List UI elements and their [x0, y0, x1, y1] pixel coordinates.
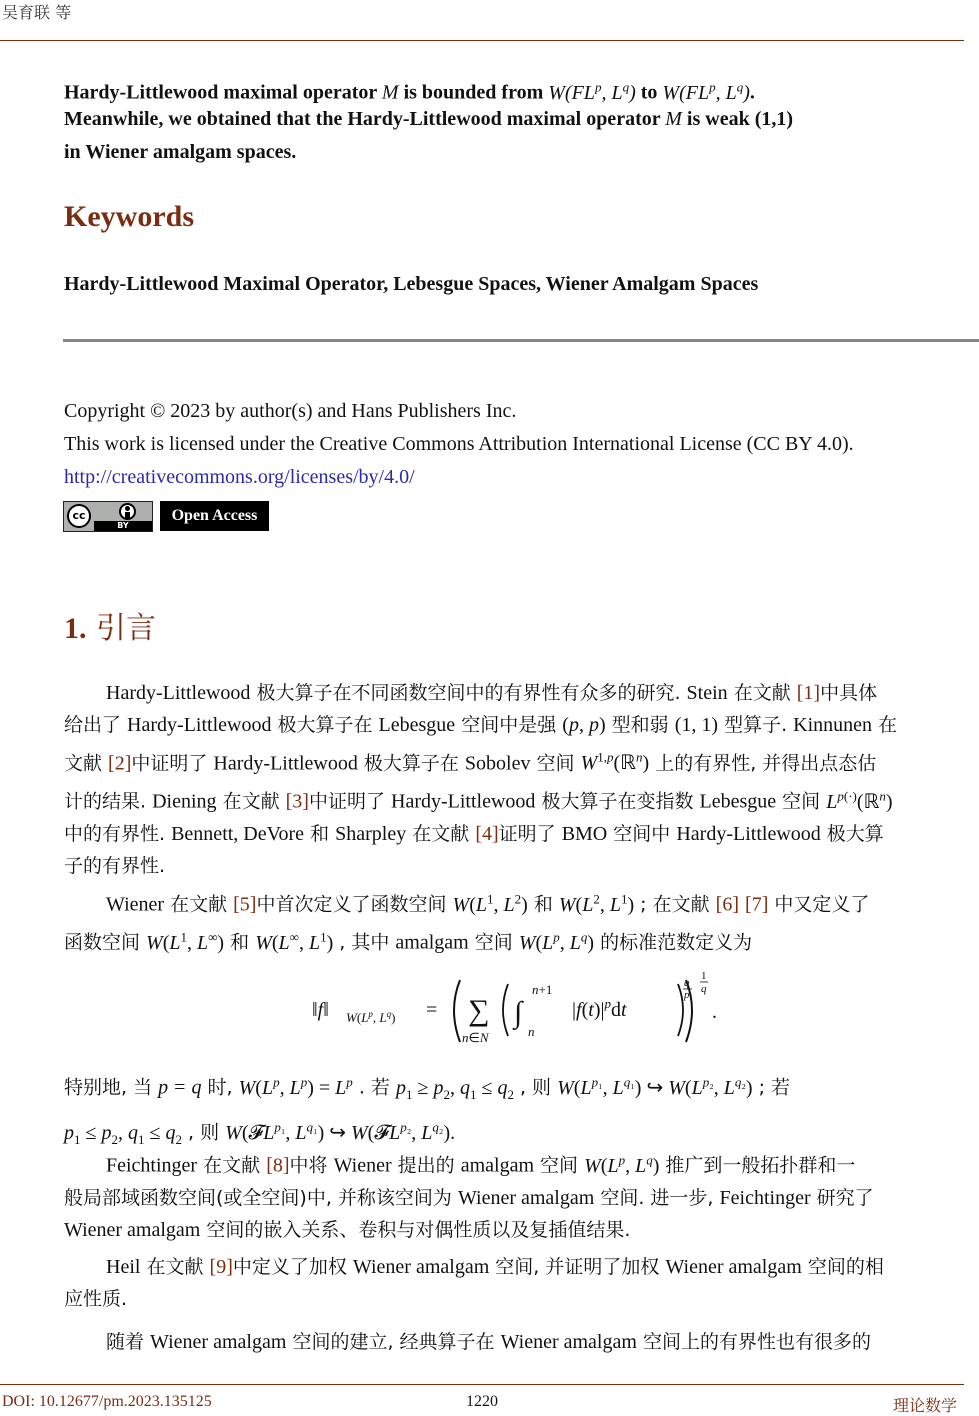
- svg-text:n+1: n+1: [532, 982, 553, 997]
- abstract-line-3: in Wiener amalgam spaces.: [64, 141, 297, 163]
- journal-name: 理论数学: [893, 1396, 958, 1415]
- cc-by-license-badge[interactable]: [63, 501, 153, 532]
- footer-divider: [0, 1384, 964, 1385]
- license-link[interactable]: http://creativecommons.org/licenses/by/4.0/: [64, 466, 415, 488]
- abstract-line-2: Meanwhile, we obtained that the Hardy-Littlewood maximal operator M is weak (1,1): [64, 108, 794, 130]
- svg-text:|f(t)|pdt: $|f(t)|^pdt$: [572, 996, 627, 1021]
- running-header-author: 吴育联 等: [2, 3, 72, 22]
- citation-link[interactable]: [3]: [285, 790, 309, 813]
- keywords-heading: Keywords: [64, 200, 194, 233]
- svg-text:n∈N: n∈N: [462, 1030, 489, 1045]
- intro-paragraph-2: Wiener 在文献 [5]中首次定义了函数空间 $W(L^1$, $L^2$) 和 $W(L^2$, $L^1$) ; 在文献 [6] [7] 中又定义了 函数空间 $W(L^1$, L∞) 和 W(L∞, $L^1$) , 其中 amalgam 空间 $W(L^p$, $L^q$) 的标准范数定义为: [64, 891, 870, 954]
- abstract-line-1: Hardy-Littlewood maximal operator M is bounded from $W(FL^p$, $L^q$) to $W(FL^p$, $L^q$).: [64, 79, 755, 104]
- section-divider: [63, 339, 979, 342]
- abstract-text: Hardy-Littlewood maximal operator: [64, 81, 377, 104]
- citation-link[interactable]: [2]: [108, 752, 132, 775]
- svg-text:q: q: [684, 977, 690, 989]
- header-divider: [0, 40, 964, 41]
- svg-text:=: =: [426, 999, 438, 1021]
- intro-paragraph-4: Feichtinger 在文献 [8]中将 Wiener 提出的 amalgam 空间 $W(L^p$, $L^q$) 推广到一般拓扑群和一 般局部域函数空间(或全空间)中, 并称该空间为 Wiener amalgam 空间. 进一步, Feichtinger 研究了 Wiener amalgam 空间的嵌入关系、卷积与对偶性质以及复插值结果.: [64, 1152, 874, 1242]
- cc-icon: cc: [67, 504, 91, 528]
- math-M: M: [665, 108, 682, 130]
- svg-text:∑: ∑: [468, 994, 490, 1027]
- open-access-badge: Open Access: [160, 501, 269, 531]
- equation-graphic: [310, 970, 730, 1050]
- svg-text:1: 1: [701, 970, 707, 982]
- citation-link[interactable]: [6]: [715, 893, 739, 916]
- norm-definition-equation: [310, 970, 730, 1050]
- citation-link[interactable]: [1]: [796, 682, 821, 704]
- by-label: BY: [94, 521, 152, 531]
- intro-paragraph-6: 随着 Wiener amalgam 空间的建立, 经典算子在 Wiener amalgam 空间上的有界性也有很多的: [106, 1331, 871, 1353]
- abstract-text: to: [640, 81, 658, 104]
- svg-text:p: p: [684, 989, 690, 1001]
- svg-text:.: .: [712, 1001, 717, 1023]
- intro-paragraph-1: Hardy-Littlewood 极大算子在不同函数空间中的有界性有众多的研究. Stein 在文献 [1]中具体 给出了 Hardy-Littlewood 极大算子在 Lebesgue 空间中是强 (p, p) 型和弱 (1, 1) 型算子. Kinnunen 在 文献 [2]中证明了 Hardy-Littlewood 极大算子在 Sobolev 空间 W$^{1,p}$(ℝ$^n$) 上的有界性, 并得出点态估 计的结果. Diening 在文献 [3]中证明了 Hardy-Littlewood 极大算子在变指数 Lebesgue 空间 $L^{p(\cdot)}(ℝ^n)$ 中的有界性. Bennett, DeVore 和 Sharpley 在文献 [4]证明了 BMO 空间中 Hardy-Littlewood 极大算 子的有界性.: [64, 682, 898, 878]
- section-heading-introduction: 1. 引言: [64, 611, 157, 646]
- intro-paragraph-3: 特别地, 当 p = q 时, $W(L^p$, $L^p) = L^p$ . 若 $p_1 \ge p_2$, $q_1 \le q_2$ , 则 $W(L^{p_1}$, $L^{q_1}$) ↪ $W(L^{p_2}$, $L^{q_2}$) ; 若 $p_1 \le p_2$, $q_1 \le q_2$ , 则 W(𝓕L$^{p_1}$, $L^{q_1}$) ↪ W(𝓕L$^{p_2}$, $L^{q_2}$).: [64, 1074, 791, 1147]
- svg-text:n: n: [528, 1024, 535, 1039]
- citation-link[interactable]: [4]: [475, 822, 499, 845]
- math-W-FLp-Lq-2: $W(FL^p$, $L^q$): [662, 79, 750, 104]
- svg-text:q: q: [701, 983, 707, 995]
- citation-link[interactable]: [7]: [745, 893, 769, 916]
- abstract-text: is bounded from: [403, 81, 544, 104]
- math-W-FLp-Lq: $W(FL^p$, $L^q$): [548, 79, 636, 104]
- intro-paragraph-5: Heil 在文献 [9]中定义了加权 Wiener amalgam 空间, 并证明了加权 Wiener amalgam 空间的相 应性质.: [64, 1256, 884, 1311]
- attribution-person-icon: [119, 503, 136, 520]
- citation-link[interactable]: [5]: [233, 893, 257, 916]
- citation-link[interactable]: [8]: [266, 1154, 290, 1177]
- license-statement: This work is licensed under the Creative Commons Attribution International License (CC BY 4.0).: [64, 433, 854, 455]
- svg-text:∫: ∫: [514, 996, 523, 1029]
- page-number: 1220: [466, 1393, 498, 1410]
- svg-text:W(Lp, Lq): $W(L^p$, $L^q$): [346, 1009, 396, 1025]
- citation-link[interactable]: [9]: [209, 1256, 233, 1278]
- copyright-line: Copyright © 2023 by author(s) and Hans Publishers Inc.: [64, 400, 517, 422]
- keywords-list: Hardy-Littlewood Maximal Operator, Lebesgue Spaces, Wiener Amalgam Spaces: [64, 273, 759, 295]
- math-M: M: [381, 81, 399, 104]
- svg-text:‖f‖: ‖f‖: [312, 999, 329, 1021]
- footer-doi-link[interactable]: DOI: 10.12677/pm.2023.135125: [2, 1393, 212, 1410]
